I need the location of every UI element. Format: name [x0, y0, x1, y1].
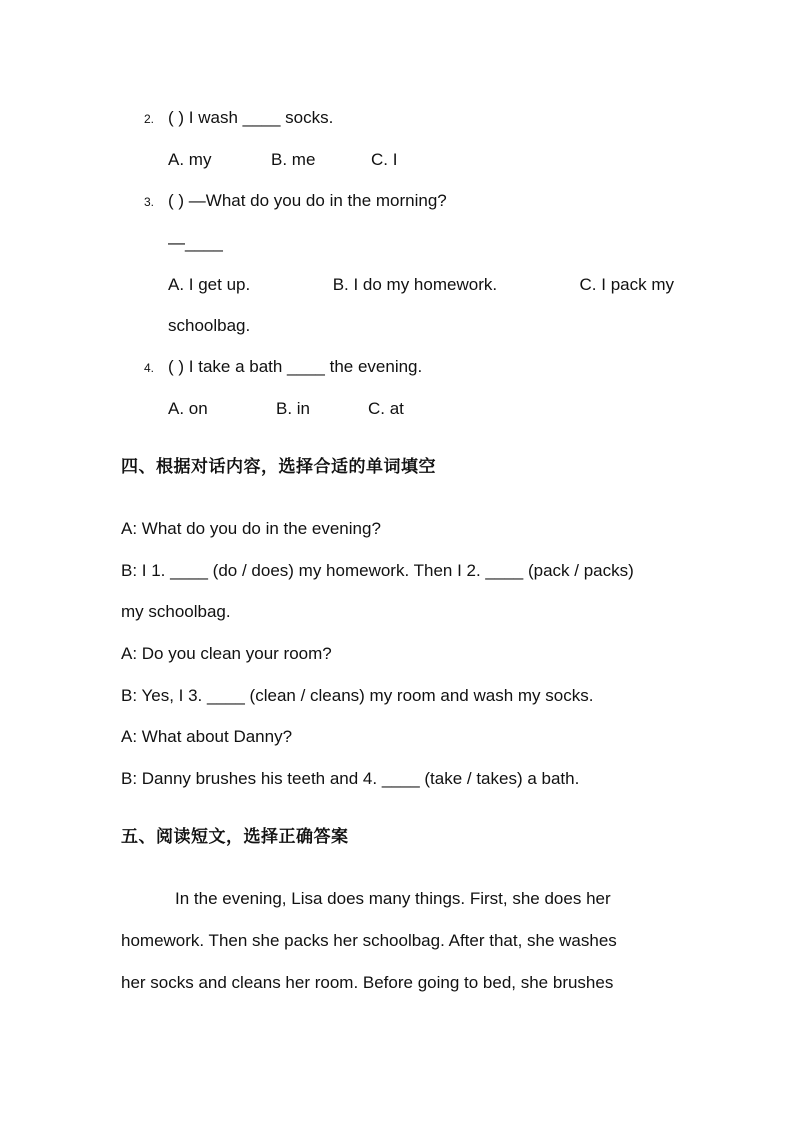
passage-line-1: In the evening, Lisa does many things. First, she does her	[175, 889, 611, 908]
question-3-stem: ( ) —What do you do in the morning?	[168, 191, 447, 210]
question-3-answer-line: —____	[168, 233, 223, 252]
passage-line-2: homework. Then she packs her schoolbag. After that, she washes	[121, 931, 617, 950]
passage-line-3: her socks and cleans her room. Before going to bed, she brushes	[121, 973, 614, 992]
dialogue-line-3: A: Do you clean your room?	[121, 644, 332, 663]
question-2-stem: ( ) I wash ____ socks.	[168, 108, 334, 127]
section-5-heading: 五、阅读短文，选择正确答案	[121, 827, 349, 846]
section-4-heading: 四、根据对话内容，选择合适的单词填空	[121, 457, 436, 476]
question-4-option-c: C. at	[368, 399, 404, 418]
dialogue-line-2-cont: my schoolbag.	[121, 602, 231, 621]
question-3-option-c: C. I pack my	[579, 275, 674, 294]
dialogue-line-4: B: Yes, I 3. ____ (clean / cleans) my room and wash my socks.	[121, 686, 594, 705]
question-3-options	[168, 274, 674, 296]
question-2-option-b: B. me	[271, 150, 316, 169]
dialogue-line-5: A: What about Danny?	[121, 727, 293, 746]
question-3-number: 3.	[144, 195, 155, 209]
dialogue-line-2: B: I 1. ____ (do / does) my homework. Then I 2. ____ (pack / packs)	[121, 561, 634, 580]
question-2-option-a: A. my	[168, 150, 212, 169]
dialogue-line-1: A: What do you do in the evening?	[121, 519, 381, 538]
question-3-option-a: A. I get up.	[168, 275, 251, 294]
question-2-number: 2.	[144, 112, 155, 126]
dialogue-line-6: B: Danny brushes his teeth and 4. ____ (take / takes) a bath.	[121, 769, 580, 788]
question-4-option-a: A. on	[168, 399, 208, 418]
question-4-option-b: B. in	[276, 399, 311, 418]
question-2-option-c: C. I	[371, 150, 398, 169]
question-4-number: 4.	[144, 361, 155, 375]
question-3-option-continuation: schoolbag.	[168, 316, 251, 335]
question-4-stem: ( ) I take a bath ____ the evening.	[168, 357, 423, 376]
question-3-option-b: B. I do my homework.	[332, 275, 498, 294]
